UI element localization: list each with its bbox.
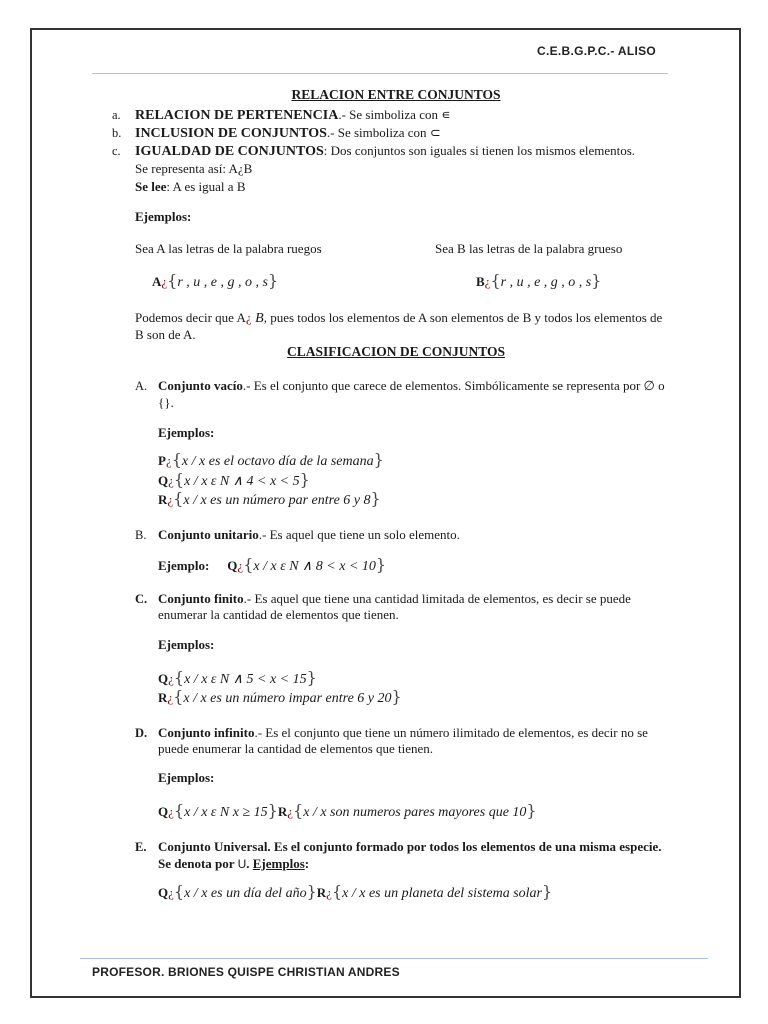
item-D-marker: D.: [135, 726, 148, 740]
ex-expression: x / x es un número impar entre 6 y 20: [183, 691, 392, 706]
ex-expression: x / x ε N ∧ 4 < x < 5: [184, 474, 300, 489]
item-D-desc2: puede enumerar la cantidad de elementos que tienen.: [158, 741, 434, 756]
read-text: : A es igual a B: [166, 179, 246, 194]
ex-expression: x / x es el octavo día de la semana: [181, 454, 374, 469]
ex-set-name: R: [158, 690, 168, 705]
item-B-term: Conjunto unitario: [158, 527, 259, 542]
ex-set-name: Q: [158, 885, 169, 900]
ex-eq: ¿: [165, 453, 172, 468]
item-c: [135, 143, 635, 160]
ex-expression: x / x es un número par entre 6 y 8: [183, 493, 371, 508]
setA-text: Sea A las letras de la palabra ruegos: [135, 241, 322, 256]
ex-set-name: Q: [227, 558, 238, 573]
ex-set-name: Q: [158, 804, 169, 819]
item-A-ex3: R¿{x / x es un número par entre 6 y 8}: [158, 489, 381, 508]
item-E-sep: .: [246, 856, 253, 871]
item-D-desc: .- Es el conjunto que tiene un número ilimitado de elementos, es decir no se: [254, 725, 648, 740]
item-c-desc: : Dos conjuntos son iguales si tienen los mismos elementos.: [323, 143, 636, 158]
item-E-denote: Se denota por: [158, 856, 238, 871]
item-E-colon: :: [304, 856, 310, 871]
setA-elements: r , u , e , g , o , s: [177, 275, 268, 290]
item-a: [135, 107, 451, 124]
setB-name: B: [476, 274, 485, 289]
item-C-term: Conjunto finito: [158, 591, 244, 606]
setA-expression: A¿{r , u , e , g , o , s}: [152, 271, 279, 290]
footer-rule: [80, 958, 708, 959]
item-C-desc2: enumerar la cantidad de elementos que tienen.: [158, 607, 399, 622]
item-b: [135, 125, 441, 142]
ex-expression: x / x ε N ∧ 8 < x < 10: [253, 559, 376, 574]
item-b-term: INCLUSION DE CONJUNTOS: [135, 126, 327, 141]
item-b-desc: .- Se simboliza con: [326, 125, 430, 140]
item-A-term: Conjunto vacío: [158, 378, 243, 393]
item-A-ex2: Q¿{x / x ε N ∧ 4 < x < 5}: [158, 470, 310, 489]
item-E-line1: Conjunto Universal. Es el conjunto formado por todos los elementos de una misma especie.: [158, 839, 662, 854]
item-b-marker: b.: [112, 126, 122, 140]
membership-symbol: ∊: [441, 107, 451, 122]
conclusion-part-2: , pues todos los elementos de A son elementos de B y todos los elementos de: [263, 310, 663, 325]
item-A-marker: A.: [135, 379, 148, 393]
examples-label-1: Ejemplos:: [135, 209, 192, 224]
setA-eq: ¿: [161, 274, 168, 289]
setA-name: A: [152, 274, 162, 289]
item-c-marker: c.: [112, 144, 121, 158]
section1-title: RELACION ENTRE CONJUNTOS: [291, 87, 501, 102]
item-C-ex1: Q¿{x / x ε N ∧ 5 < x < 15}: [158, 668, 317, 687]
item-E-marker: E.: [135, 840, 147, 854]
conclusion-line-1: [135, 310, 662, 327]
ex-expression: x / x ε N ∧ 5 < x < 15: [184, 672, 307, 687]
ex-eq: ¿: [168, 885, 174, 900]
ex-set-name: R: [277, 804, 288, 819]
ex-expression: x / x ε N x ≥ 15: [184, 805, 268, 820]
item-C-marker: C.: [135, 592, 148, 606]
ex-eq: ¿: [168, 804, 174, 819]
item-B-example: Ejemplo: Q¿{x / x ε N ∧ 8 < x < 10}: [158, 555, 387, 574]
ex-expression: x / x es un planeta del sistema solar: [342, 886, 542, 901]
item-C: [158, 591, 631, 607]
ex-eq: ¿: [237, 558, 244, 573]
ex-eq: ¿: [287, 804, 294, 819]
setB-expression: B¿{r , u , e , g , o , s}: [476, 271, 602, 290]
item-A-desc2: {}.: [158, 395, 174, 410]
item-D-examples-label: Ejemplos:: [158, 770, 215, 785]
item-D-examples: Q¿{x / x ε N x ≥ 15}R¿{x / x son numeros pares mayores que 10}: [158, 801, 537, 820]
setB-elements: r , u , e , g , o , s: [500, 275, 592, 290]
setB-text: Sea B las letras de la palabra grueso: [435, 241, 623, 256]
item-A-examples-label: Ejemplos:: [158, 425, 215, 440]
item-a-term: RELACION DE PERTENENCIA: [135, 108, 339, 123]
item-B-example-label: Ejemplo:: [158, 558, 210, 573]
universal-symbol: U: [237, 857, 247, 871]
section2-title: CLASIFICACION DE CONJUNTOS: [286, 344, 506, 359]
item-c-term: IGUALDAD DE CONJUNTOS: [135, 144, 324, 159]
item-E-line2: [158, 856, 309, 872]
ex-expression: x / x es un día del año: [184, 886, 307, 901]
item-D-term: Conjunto infinito: [158, 725, 255, 740]
ex-eq: ¿: [168, 473, 174, 488]
setB-eq: ¿: [484, 274, 491, 289]
item-A-desc: .- Es el conjunto que carece de elementos. Simbólicamente se representa por ∅ o: [242, 378, 665, 393]
ex-set-name: R: [316, 885, 327, 900]
item-D: [158, 725, 648, 741]
conclusion-b: B: [251, 311, 264, 326]
conclusion-line-2: B son de A.: [135, 327, 196, 342]
conclusion-part-1: Podemos decir que A: [135, 310, 246, 325]
footer-author: PROFESOR. BRIONES QUISPE CHRISTIAN ANDRES: [92, 965, 400, 979]
ex-expression: x / x son numeros pares mayores que 10: [303, 805, 527, 820]
item-A-ex1: P¿{x / x es el octavo día de la semana}: [158, 450, 384, 469]
item-c-represent: Se representa así: A¿B: [135, 161, 253, 176]
item-E-examples: Q¿{x / x es un día del año}R¿{x / x es un planeta del sistema solar}: [158, 882, 553, 901]
item-c-read: [135, 179, 246, 195]
ex-set-name: R: [158, 492, 168, 507]
read-label: Se lee: [135, 179, 167, 194]
item-B-desc: .- Es aquel que tiene un solo elemento.: [258, 527, 460, 542]
item-B: [158, 527, 460, 543]
subset-symbol: ⊂: [429, 125, 441, 140]
header-rule: [92, 73, 668, 74]
item-a-marker: a.: [112, 108, 121, 122]
ex-eq: ¿: [167, 492, 174, 507]
item-E-examples-label: Ejemplos: [252, 856, 305, 871]
item-C-desc: .- Es aquel que tiene una cantidad limitada de elementos, es decir se puede: [243, 591, 631, 606]
ex-set-name: Q: [158, 473, 169, 488]
item-C-examples-label: Ejemplos:: [158, 637, 215, 652]
conclusion-eq: ¿: [245, 310, 252, 325]
ex-eq: ¿: [167, 690, 174, 705]
ex-set-name: Q: [158, 671, 169, 686]
ex-eq: ¿: [168, 671, 174, 686]
header-school: C.E.B.G.P.C.- ALISO: [537, 44, 657, 58]
item-C-ex2: R¿{x / x es un número impar entre 6 y 20}: [158, 687, 402, 706]
item-B-marker: B.: [135, 528, 147, 542]
ex-eq: ¿: [326, 885, 332, 900]
item-a-desc: .- Se simboliza con: [338, 107, 442, 122]
item-A: [158, 378, 665, 394]
ex-set-name: P: [158, 453, 166, 468]
